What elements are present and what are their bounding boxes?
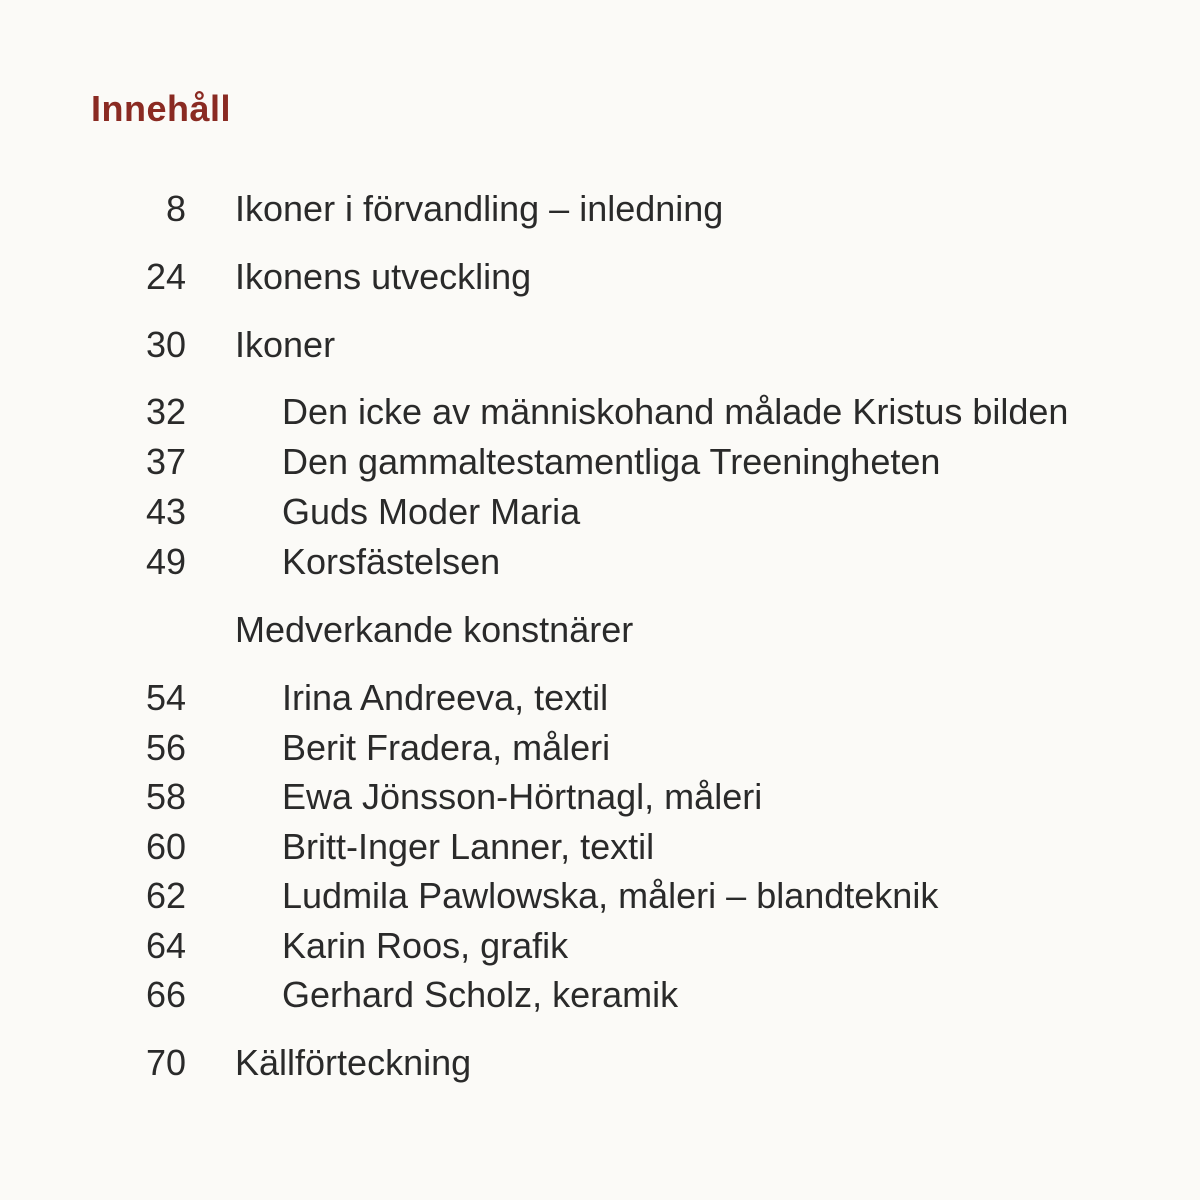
toc-entry-title: Ewa Jönsson-Hörtnagl, måleri bbox=[282, 776, 763, 817]
toc-page-number: 8 bbox=[165, 188, 186, 229]
toc-page-number: 60 bbox=[145, 826, 186, 867]
toc-subentry bbox=[0, 439, 1200, 485]
toc-page-number: 70 bbox=[145, 1042, 186, 1083]
toc-entry-title: Ikonens utveckling bbox=[235, 256, 532, 297]
toc-entry-title: Den gammaltestamentliga Treeningheten bbox=[282, 441, 941, 482]
toc-subentry bbox=[0, 824, 1200, 870]
toc-entry-title: Irina Andreeva, textil bbox=[282, 677, 609, 718]
toc-subentry bbox=[0, 923, 1200, 969]
toc-subentry bbox=[0, 389, 1200, 435]
toc-entry bbox=[0, 1040, 1200, 1086]
toc-entry-title: Gerhard Scholz, keramik bbox=[282, 974, 679, 1015]
toc-page-number: 54 bbox=[145, 677, 186, 718]
contents-heading: Innehåll bbox=[91, 88, 232, 129]
toc-subentry bbox=[0, 972, 1200, 1018]
toc-entry-title: Berit Fradera, måleri bbox=[282, 727, 611, 768]
toc-entry-title: Karin Roos, grafik bbox=[282, 925, 569, 966]
toc-page-number: 49 bbox=[145, 541, 186, 582]
toc-entry bbox=[0, 254, 1200, 300]
toc-entry-title: Ludmila Pawlowska, måleri – blandteknik bbox=[282, 875, 939, 916]
toc-page-number: 43 bbox=[145, 491, 186, 532]
toc-entry-title: Ikoner i förvandling – inledning bbox=[235, 188, 724, 229]
toc-page-number: 32 bbox=[145, 391, 186, 432]
toc-subentry bbox=[0, 539, 1200, 585]
toc-entry-title: Britt-Inger Lanner, textil bbox=[282, 826, 655, 867]
toc-page-number: 62 bbox=[145, 875, 186, 916]
toc-entry-title: Korsfästelsen bbox=[282, 541, 501, 582]
toc-entry bbox=[0, 186, 1200, 232]
toc-entry-title: Medverkande konstnärer bbox=[235, 609, 634, 650]
toc-subentry bbox=[0, 774, 1200, 820]
toc-page-number: 66 bbox=[145, 974, 186, 1015]
toc-page-number: 37 bbox=[145, 441, 186, 482]
toc-subentry bbox=[0, 725, 1200, 771]
toc-page-number: 24 bbox=[145, 256, 186, 297]
toc-entry-title: Den icke av människohand målade Kristus bilden bbox=[282, 391, 1069, 432]
toc-section-heading bbox=[0, 607, 1200, 653]
toc-entry-title: Ikoner bbox=[235, 324, 336, 365]
toc-subentry bbox=[0, 675, 1200, 721]
toc-page-number: 58 bbox=[145, 776, 186, 817]
toc-page-number: 30 bbox=[145, 324, 186, 365]
toc-page-number: 64 bbox=[145, 925, 186, 966]
toc-page-number: 56 bbox=[145, 727, 186, 768]
toc-entry-title: Källförteckning bbox=[235, 1042, 472, 1083]
toc-subentry bbox=[0, 489, 1200, 535]
toc-subentry bbox=[0, 873, 1200, 919]
toc-entry bbox=[0, 322, 1200, 368]
toc-entry-title: Guds Moder Maria bbox=[282, 491, 581, 532]
